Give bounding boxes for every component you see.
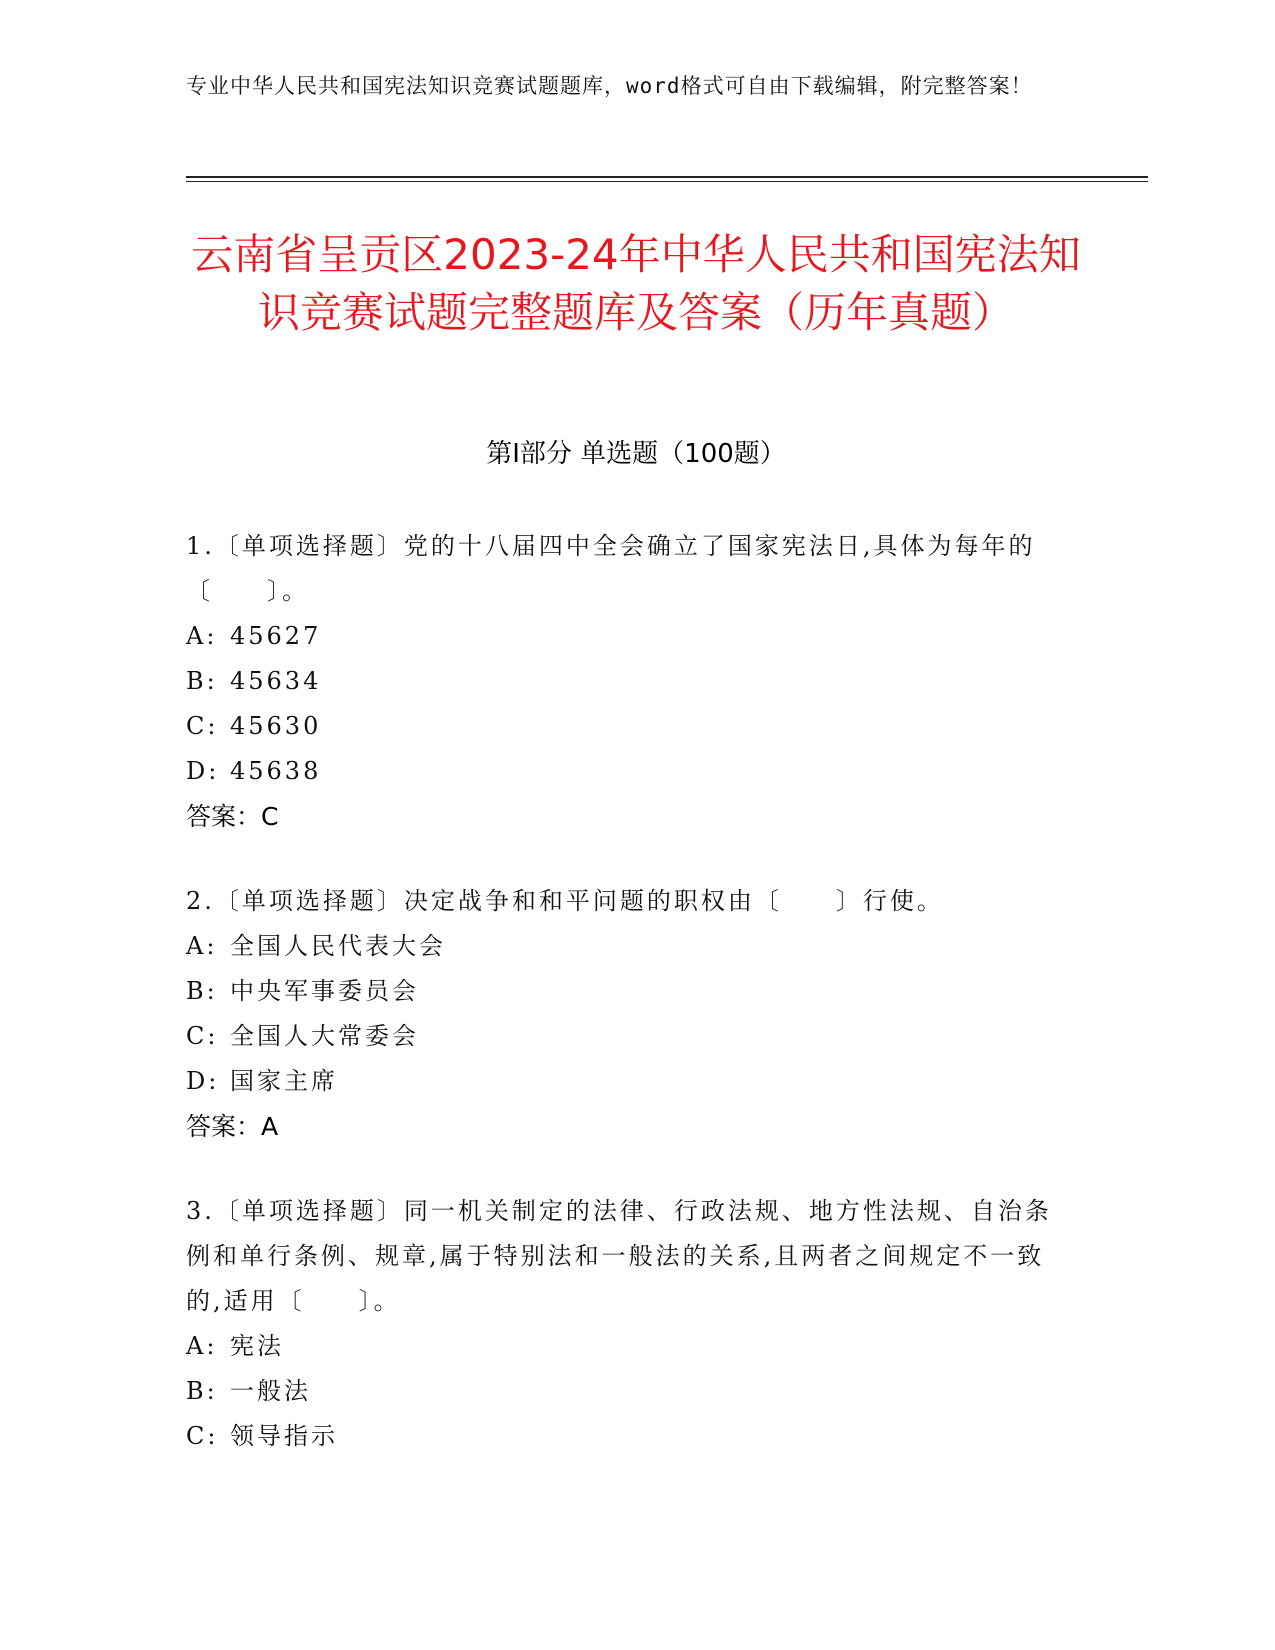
option-text: 45627 bbox=[230, 622, 322, 650]
question-3 bbox=[186, 1189, 1066, 1459]
option-letter: C: bbox=[186, 1422, 219, 1450]
option-d bbox=[186, 749, 1066, 794]
document-title: 云南省呈贡区2023-24年中华人民共和国宪法知识竞赛试题完整题库及答案（历年真题） bbox=[191, 230, 1081, 337]
option-b bbox=[186, 969, 1066, 1014]
option-letter: A: bbox=[186, 622, 218, 650]
option-letter: D: bbox=[186, 1067, 220, 1095]
answer-line: 答案：A bbox=[186, 1112, 279, 1141]
option-a bbox=[186, 1324, 1066, 1369]
option-letter: C: bbox=[186, 1022, 219, 1050]
option-c bbox=[186, 1014, 1066, 1059]
option-text: 全国人大常委会 bbox=[230, 1022, 419, 1050]
option-b bbox=[186, 659, 1066, 704]
option-text: 国家主席 bbox=[230, 1067, 338, 1095]
question-text: 3.〔单项选择题〕同一机关制定的法律、行政法规、地方性法规、自治条例和单行条例、规章,属于特别法和一般法的关系,且两者之间规定不一致的,适用〔 〕。 bbox=[186, 1197, 1052, 1315]
option-c bbox=[186, 1414, 1066, 1459]
option-letter: B: bbox=[186, 1377, 218, 1405]
option-letter: B: bbox=[186, 977, 218, 1005]
question-text: 2.〔单项选择题〕决定战争和和平问题的职权由〔 〕行使。 bbox=[186, 887, 944, 915]
question-2 bbox=[186, 879, 1066, 1149]
option-letter: D: bbox=[186, 757, 220, 785]
question-text: 1.〔单项选择题〕党的十八届四中全会确立了国家宪法日,具体为每年的〔 〕。 bbox=[186, 532, 1036, 605]
option-letter: A: bbox=[186, 932, 218, 960]
option-letter: B: bbox=[186, 667, 218, 695]
option-text: 宪法 bbox=[230, 1332, 284, 1360]
option-b bbox=[186, 1369, 1066, 1414]
header-note: 专业中华人民共和国宪法知识竞赛试题题库，word格式可自由下载编辑，附完整答案！ bbox=[186, 74, 1033, 98]
option-letter: A: bbox=[186, 1332, 218, 1360]
question-list bbox=[186, 524, 1066, 1499]
section-heading: 第I部分 单选题（100题） bbox=[486, 439, 786, 469]
option-text: 45634 bbox=[230, 667, 322, 695]
question-1 bbox=[186, 524, 1066, 839]
option-d bbox=[186, 1059, 1066, 1104]
option-a bbox=[186, 614, 1066, 659]
option-text: 45630 bbox=[230, 712, 322, 740]
option-c bbox=[186, 704, 1066, 749]
option-text: 中央军事委员会 bbox=[230, 977, 419, 1005]
option-letter: C: bbox=[186, 712, 219, 740]
header-rule-thick bbox=[186, 176, 1148, 178]
option-text: 领导指示 bbox=[230, 1422, 338, 1450]
option-a bbox=[186, 924, 1066, 969]
option-text: 一般法 bbox=[230, 1377, 311, 1405]
option-text: 全国人民代表大会 bbox=[230, 932, 446, 960]
answer-line: 答案：C bbox=[186, 802, 279, 831]
header-rule-thin bbox=[186, 181, 1148, 182]
option-text: 45638 bbox=[230, 757, 322, 785]
